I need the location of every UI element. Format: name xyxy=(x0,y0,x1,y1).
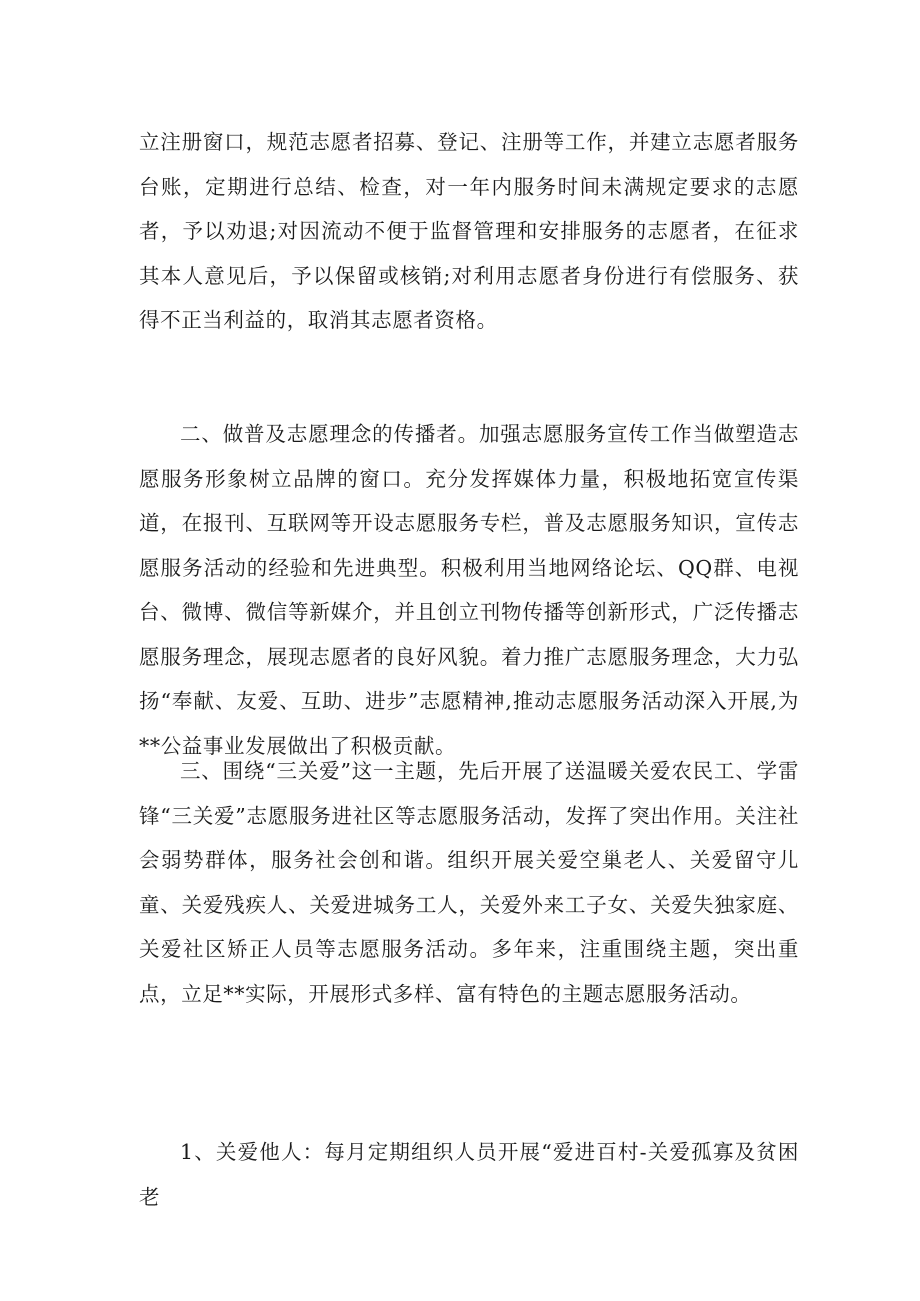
paragraph-section-two-promotion: 二、做普及志愿理念的传播者。加强志愿服务宣传工作当做塑造志愿服务形象树立品牌的窗口。充分发挥媒体力量，积极地拓宽宣传渠道，在报刊、互联网等开设志愿服务专栏，普及志愿服务知识，宣传志愿服务活动的经验和先进典型。积极利用当地网络论坛、QQ群、电视台、微博、微信等新媒介，并且创立刊物传播等创新形式，广泛传播志愿服务理念，展现志愿者的良好风貌。着力推广志愿服务理念，大力弘扬“奉献、友爱、互助、进步”志愿精神,推动志愿服务活动深入开展,为**公益事业发展做出了积极贡献。 xyxy=(139,422,799,758)
paragraph-item-one-care-others: 1、关爱他人：每月定期组织人员开展“爱进百村-关爱孤寡及贫困老 xyxy=(139,1140,799,1209)
paragraph-section-three-care: 三、围绕“三关爱”这一主题，先后开展了送温暖关爱农民工、学雷锋“三关爱”志愿服务进社区等志愿服务活动，发挥了突出作用。关注社会弱势群体，服务社会创和谐。组织开展关爱空巢老人、关爱留守儿童、关爱残疾人、关爱进城务工人，关爱外来工子女、关爱失独家庭、关爱社区矫正人员等志愿服务活动。多年来，注重围绕主题，突出重点，立足**实际，开展形式多样、富有特色的主题志愿服务活动。 xyxy=(139,759,799,1006)
paragraph-volunteer-registration: 立注册窗口，规范志愿者招募、登记、注册等工作，并建立志愿者服务台账，定期进行总结、检查，对一年内服务时间未满规定要求的志愿者，予以劝退;对因流动不便于监督管理和安排服务的志愿者，在征求其本人意见后，予以保留或核销;对利用志愿者身份进行有偿服务、获得不正当利益的，取消其志愿者资格。 xyxy=(139,130,799,332)
